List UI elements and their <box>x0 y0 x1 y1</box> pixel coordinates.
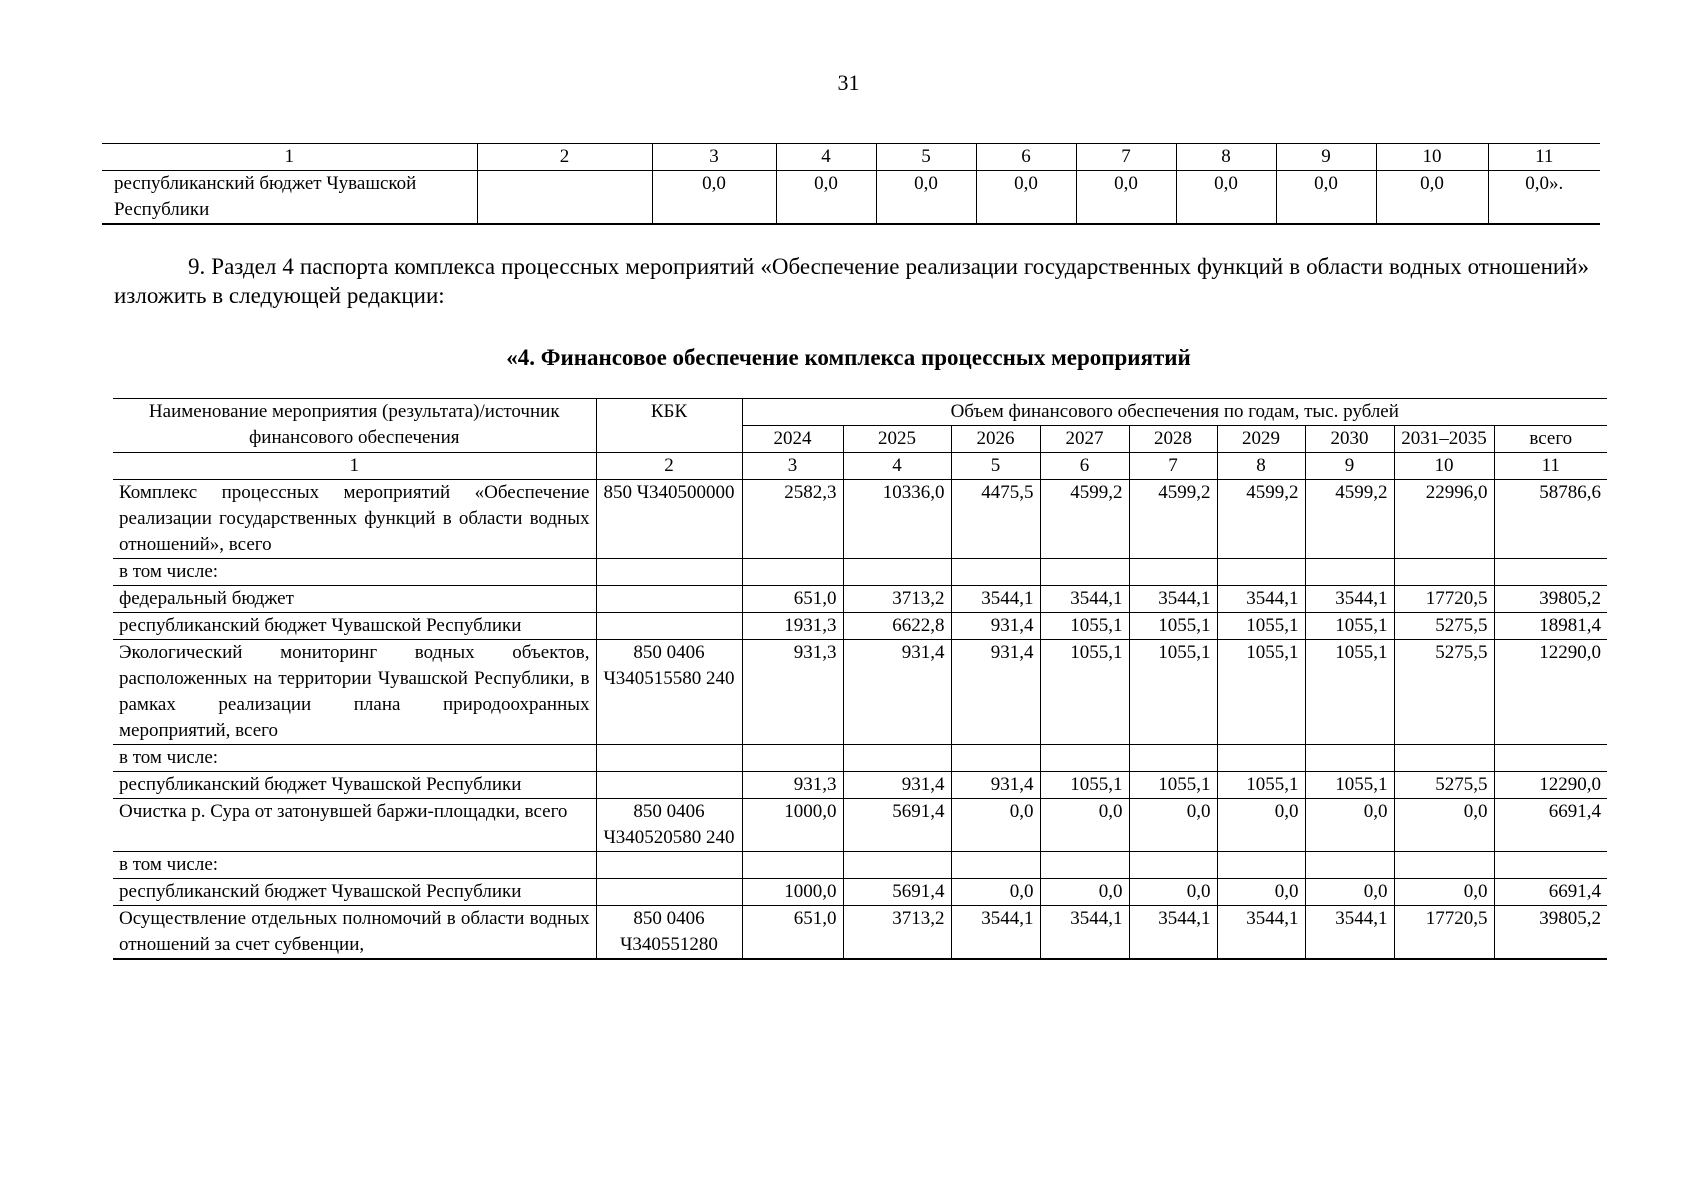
row-value: 0,0 <box>951 879 1040 906</box>
row-value: 1055,1 <box>1305 640 1394 745</box>
row-value: 1055,1 <box>1217 772 1305 799</box>
row-value: 0,0 <box>1129 799 1217 852</box>
header-number: 1 <box>113 453 596 480</box>
row-value: 4599,2 <box>1040 480 1129 559</box>
header-year: 2027 <box>1040 426 1129 453</box>
continued-table <box>102 143 1600 225</box>
header-year: 2029 <box>1217 426 1305 453</box>
row-value: 3544,1 <box>1040 586 1129 613</box>
table1-header-cell: 5 <box>876 144 976 171</box>
table1-header-cell: 3 <box>652 144 776 171</box>
table1-header-cell: 4 <box>776 144 876 171</box>
amendment-paragraph: 9. Раздел 4 паспорта комплекса процессных мероприятий «Обеспечение реализации государственных функций в области водных отношений» изложить в следующей редакции: <box>114 254 1589 308</box>
row-value: 6622,8 <box>843 613 951 640</box>
table1-row-kbk <box>477 171 652 225</box>
table1-value-cell: 0,0 <box>1276 171 1376 225</box>
row-value <box>1129 852 1217 879</box>
header-number: 2 <box>596 453 742 480</box>
row-value: 651,0 <box>742 906 843 960</box>
row-value: 4599,2 <box>1305 480 1394 559</box>
row-kbk <box>596 852 742 879</box>
row-value: 10336,0 <box>843 480 951 559</box>
table1-value-cell: 0,0 <box>1376 171 1488 225</box>
row-value: 6691,4 <box>1494 799 1607 852</box>
row-kbk: 850 0406 Ч340520580 240 <box>596 799 742 852</box>
table2-header-row <box>113 399 1607 426</box>
row-name: Осуществление отдельных полномочий в области водных отношений за счет субвенции, <box>113 906 596 960</box>
row-value: 18981,4 <box>1494 613 1607 640</box>
table-row <box>113 745 1607 772</box>
header-number: 6 <box>1040 453 1129 480</box>
table-row <box>113 640 1607 745</box>
row-name: в том числе: <box>113 559 596 586</box>
row-value: 0,0 <box>1394 799 1494 852</box>
header-year: 2028 <box>1129 426 1217 453</box>
row-value <box>1494 852 1607 879</box>
table1-value-cell: 0,0». <box>1488 171 1600 225</box>
header-year: 2030 <box>1305 426 1394 453</box>
header-number: 5 <box>951 453 1040 480</box>
row-value <box>1217 745 1305 772</box>
row-kbk: 850 Ч340500000 <box>596 480 742 559</box>
row-value <box>951 745 1040 772</box>
row-value: 5275,5 <box>1394 640 1494 745</box>
row-value: 17720,5 <box>1394 586 1494 613</box>
row-value: 4599,2 <box>1217 480 1305 559</box>
row-value <box>1394 745 1494 772</box>
row-value: 1055,1 <box>1040 613 1129 640</box>
row-value: 22996,0 <box>1394 480 1494 559</box>
row-kbk <box>596 879 742 906</box>
row-value: 3544,1 <box>1129 586 1217 613</box>
row-value: 1055,1 <box>1129 613 1217 640</box>
row-value: 0,0 <box>1305 879 1394 906</box>
row-value: 1000,0 <box>742 799 843 852</box>
table1-row <box>102 171 1600 225</box>
row-kbk <box>596 772 742 799</box>
row-value <box>1040 559 1129 586</box>
header-number: 11 <box>1494 453 1607 480</box>
row-value: 931,4 <box>951 640 1040 745</box>
row-value <box>843 745 951 772</box>
row-value: 5275,5 <box>1394 772 1494 799</box>
row-value: 5691,4 <box>843 799 951 852</box>
table-row <box>113 586 1607 613</box>
row-value: 0,0 <box>1129 879 1217 906</box>
table1-value-cell: 0,0 <box>976 171 1076 225</box>
header-number: 10 <box>1394 453 1494 480</box>
row-value: 0,0 <box>951 799 1040 852</box>
table2-numbers-row <box>113 453 1607 480</box>
row-name: республиканский бюджет Чувашской Республики <box>113 772 596 799</box>
table1-value-cell: 0,0 <box>652 171 776 225</box>
table1-header-cell: 11 <box>1488 144 1600 171</box>
row-value: 1055,1 <box>1129 772 1217 799</box>
row-value: 1055,1 <box>1305 613 1394 640</box>
row-value <box>843 559 951 586</box>
header-name: Наименование мероприятия (результата)/источник финансового обеспечения <box>113 399 596 453</box>
row-value: 0,0 <box>1217 799 1305 852</box>
page-number: 31 <box>837 70 860 95</box>
row-value: 3544,1 <box>1305 586 1394 613</box>
financing-table <box>113 398 1607 960</box>
section-title: «4. Финансовое обеспечение комплекса процессных мероприятий <box>506 345 1191 370</box>
table-row <box>113 772 1607 799</box>
row-value <box>951 559 1040 586</box>
header-number: 9 <box>1305 453 1394 480</box>
table1-header-row <box>102 144 1600 171</box>
row-value <box>1129 559 1217 586</box>
row-value: 0,0 <box>1394 879 1494 906</box>
table1-header-cell: 10 <box>1376 144 1488 171</box>
row-value: 12290,0 <box>1494 640 1607 745</box>
row-value: 3544,1 <box>1217 906 1305 960</box>
row-name: в том числе: <box>113 852 596 879</box>
row-value <box>1494 559 1607 586</box>
row-value <box>1305 852 1394 879</box>
row-value <box>1394 559 1494 586</box>
row-value <box>742 852 843 879</box>
row-value: 5275,5 <box>1394 613 1494 640</box>
row-value <box>1217 852 1305 879</box>
table-row <box>113 559 1607 586</box>
row-value: 3544,1 <box>951 906 1040 960</box>
header-kbk: КБК <box>596 399 742 453</box>
row-value: 651,0 <box>742 586 843 613</box>
row-value: 3544,1 <box>951 586 1040 613</box>
row-value: 58786,6 <box>1494 480 1607 559</box>
row-value <box>742 559 843 586</box>
row-value: 39805,2 <box>1494 906 1607 960</box>
header-year: 2024 <box>742 426 843 453</box>
row-value: 4475,5 <box>951 480 1040 559</box>
row-name: Экологический мониторинг водных объектов, расположенных на территории Чувашской Республики, в рамках реализации плана природоохранных мероприятий, всего <box>113 640 596 745</box>
row-value <box>843 852 951 879</box>
header-number: 4 <box>843 453 951 480</box>
header-number: 3 <box>742 453 843 480</box>
header-year: 2026 <box>951 426 1040 453</box>
row-value <box>1305 559 1394 586</box>
row-value: 1055,1 <box>1217 640 1305 745</box>
row-kbk: 850 0406 Ч340551280 <box>596 906 742 960</box>
row-value: 2582,3 <box>742 480 843 559</box>
row-name: республиканский бюджет Чувашской Республики <box>113 879 596 906</box>
table1-row-name: республиканский бюджет Чувашской Республики <box>102 171 477 225</box>
row-kbk <box>596 745 742 772</box>
row-name: республиканский бюджет Чувашской Республики <box>113 613 596 640</box>
row-value: 0,0 <box>1040 879 1129 906</box>
table1-value-cell: 0,0 <box>1076 171 1176 225</box>
row-name: федеральный бюджет <box>113 586 596 613</box>
row-value: 0,0 <box>1040 799 1129 852</box>
header-year: 2025 <box>843 426 951 453</box>
table-row <box>113 480 1607 559</box>
table-row <box>113 906 1607 960</box>
row-value: 931,4 <box>843 772 951 799</box>
table1-value-cell: 0,0 <box>776 171 876 225</box>
row-value: 3713,2 <box>843 906 951 960</box>
row-value <box>1040 852 1129 879</box>
row-value: 12290,0 <box>1494 772 1607 799</box>
header-volume: Объем финансового обеспечения по годам, тыс. рублей <box>742 399 1607 426</box>
table1-value-cell: 0,0 <box>1176 171 1276 225</box>
row-value: 931,3 <box>742 640 843 745</box>
row-value: 1000,0 <box>742 879 843 906</box>
row-value <box>742 745 843 772</box>
row-value: 3713,2 <box>843 586 951 613</box>
row-value: 3544,1 <box>1040 906 1129 960</box>
row-value: 3544,1 <box>1217 586 1305 613</box>
row-value <box>1040 745 1129 772</box>
table1-value-cell: 0,0 <box>876 171 976 225</box>
row-value: 1055,1 <box>1305 772 1394 799</box>
row-name: Комплекс процессных мероприятий «Обеспечение реализации государственных функций в области водных отношений», всего <box>113 480 596 559</box>
row-kbk <box>596 559 742 586</box>
row-value: 1931,3 <box>742 613 843 640</box>
row-kbk <box>596 586 742 613</box>
row-value: 4599,2 <box>1129 480 1217 559</box>
row-value: 0,0 <box>1217 879 1305 906</box>
row-value: 931,4 <box>951 613 1040 640</box>
row-value: 931,4 <box>843 640 951 745</box>
row-value: 3544,1 <box>1129 906 1217 960</box>
row-value: 931,4 <box>951 772 1040 799</box>
table1-header-cell: 8 <box>1176 144 1276 171</box>
header-year: всего <box>1494 426 1607 453</box>
table-row <box>113 799 1607 852</box>
row-value: 5691,4 <box>843 879 951 906</box>
table1-header-cell: 1 <box>102 144 477 171</box>
header-number: 8 <box>1217 453 1305 480</box>
row-kbk <box>596 613 742 640</box>
table-row <box>113 879 1607 906</box>
table-row <box>113 613 1607 640</box>
row-value: 931,3 <box>742 772 843 799</box>
row-value <box>1494 745 1607 772</box>
row-value <box>951 852 1040 879</box>
row-value <box>1305 745 1394 772</box>
row-kbk: 850 0406 Ч340515580 240 <box>596 640 742 745</box>
table1-header-cell: 7 <box>1076 144 1176 171</box>
row-value: 0,0 <box>1305 799 1394 852</box>
row-value: 3544,1 <box>1305 906 1394 960</box>
table-row <box>113 852 1607 879</box>
row-value: 1055,1 <box>1217 613 1305 640</box>
table1-header-cell: 6 <box>976 144 1076 171</box>
header-year: 2031–2035 <box>1394 426 1494 453</box>
row-value: 1055,1 <box>1040 640 1129 745</box>
row-name: в том числе: <box>113 745 596 772</box>
row-value <box>1217 559 1305 586</box>
table1-header-cell: 9 <box>1276 144 1376 171</box>
row-value: 39805,2 <box>1494 586 1607 613</box>
row-value <box>1129 745 1217 772</box>
row-value: 6691,4 <box>1494 879 1607 906</box>
table1-header-cell: 2 <box>477 144 652 171</box>
row-name: Очистка р. Сура от затонувшей баржи-площадки, всего <box>113 799 596 852</box>
row-value <box>1394 852 1494 879</box>
header-number: 7 <box>1129 453 1217 480</box>
row-value: 1055,1 <box>1040 772 1129 799</box>
row-value: 17720,5 <box>1394 906 1494 960</box>
row-value: 1055,1 <box>1129 640 1217 745</box>
